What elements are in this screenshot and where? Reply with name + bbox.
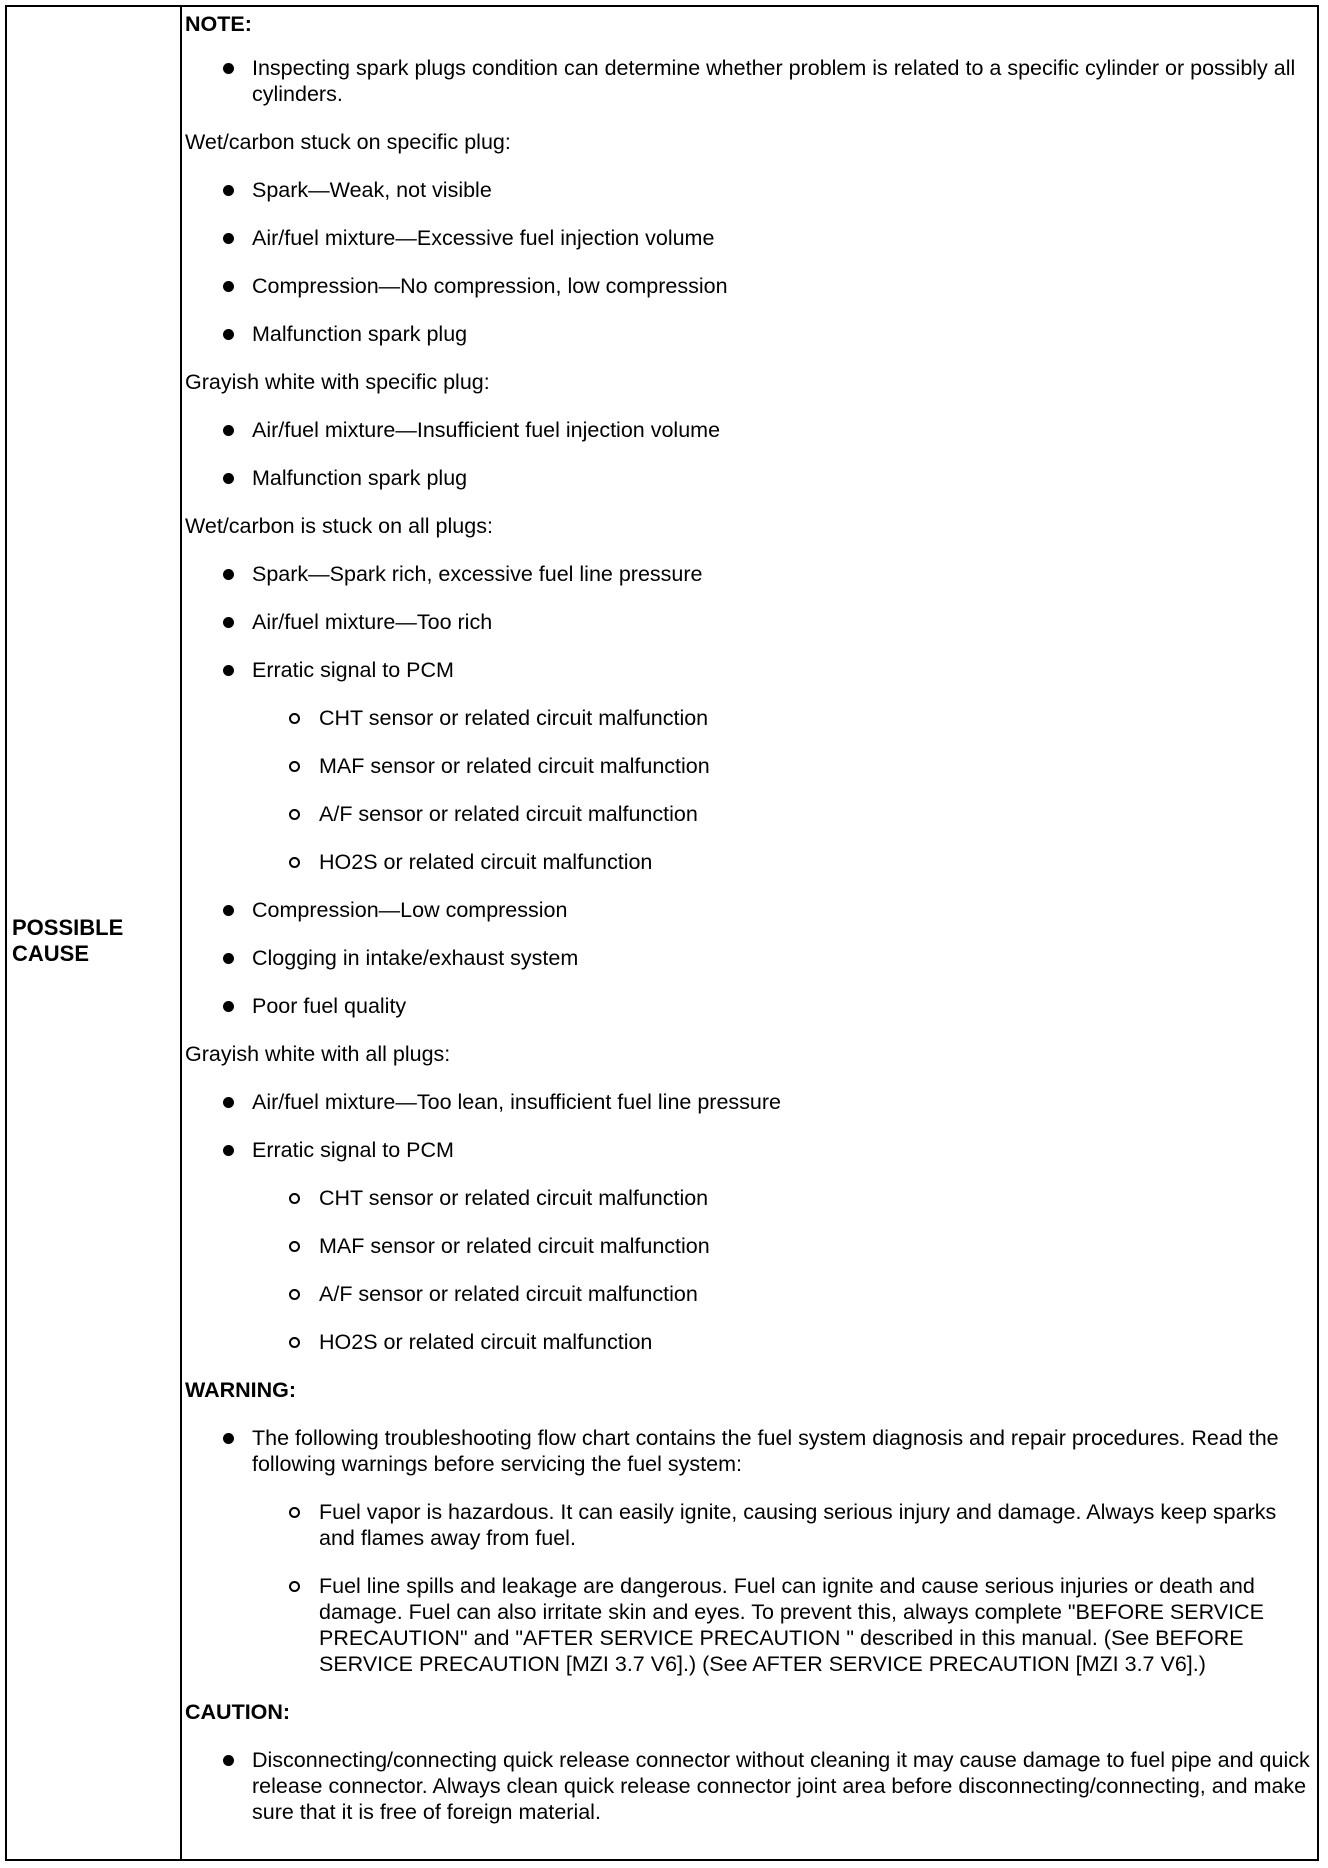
bullet-dot-icon xyxy=(223,953,234,964)
note-bullet xyxy=(185,55,1313,107)
sub-list-item-text: MAF sensor or related circuit malfunction xyxy=(319,1234,710,1258)
bullet-dot-icon xyxy=(223,1097,234,1108)
sub-list-item xyxy=(185,1281,1313,1307)
sub-list-item xyxy=(185,705,1313,731)
list-item-text: Erratic signal to PCM xyxy=(252,1138,454,1162)
sub-list-item xyxy=(185,1185,1313,1211)
gray-specific-label: Grayish white with specific plug: xyxy=(185,370,490,394)
content-column xyxy=(185,11,1313,1847)
list-item xyxy=(185,417,1313,443)
list-item xyxy=(185,225,1313,251)
list-item-text: Malfunction spark plug xyxy=(252,322,468,346)
circle-bullet-icon xyxy=(289,857,300,868)
circle-bullet-icon xyxy=(289,713,300,724)
bullet-dot-icon xyxy=(223,281,234,292)
sub-list-item xyxy=(185,753,1313,779)
bullet-dot-icon xyxy=(223,425,234,436)
sub-list-item-text: CHT sensor or related circuit malfunction xyxy=(319,1186,709,1210)
list-item xyxy=(185,561,1313,587)
list-item-text: Spark—Spark rich, excessive fuel line pressure xyxy=(252,562,703,586)
list-item-text: Clogging in intake/exhaust system xyxy=(252,946,579,970)
sub-list-item-text: HO2S or related circuit malfunction xyxy=(319,850,653,874)
note-heading: NOTE: xyxy=(185,12,252,36)
wet-specific-label: Wet/carbon stuck on specific plug: xyxy=(185,130,511,154)
bullet-dot-icon xyxy=(223,473,234,484)
warning-bullet xyxy=(185,1425,1313,1477)
gray-all-label: Grayish white with all plugs: xyxy=(185,1042,451,1066)
label-line-2: CAUSE xyxy=(12,941,90,966)
circle-bullet-icon xyxy=(289,1193,300,1204)
bullet-dot-icon xyxy=(223,185,234,196)
bullet-dot-icon xyxy=(223,1145,234,1156)
sub-list-item xyxy=(185,849,1313,875)
list-item xyxy=(185,321,1313,347)
warning-text: The following troubleshooting flow chart contains the fuel system diagnosis and repair procedures. Read the following warnings before servicing the fuel system: xyxy=(252,1426,1279,1476)
sub-list-item xyxy=(185,801,1313,827)
bullet-dot-icon xyxy=(223,63,234,74)
bullet-dot-icon xyxy=(223,905,234,916)
bullet-dot-icon xyxy=(223,233,234,244)
circle-bullet-icon xyxy=(289,1289,300,1300)
list-item-text: Malfunction spark plug xyxy=(252,466,468,490)
list-item-text: Air/fuel mixture—Too rich xyxy=(252,610,493,634)
sub-list-item-text: A/F sensor or related circuit malfunction xyxy=(319,1282,698,1306)
bullet-dot-icon xyxy=(223,1755,234,1766)
list-item xyxy=(185,1137,1313,1163)
note-text: Inspecting spark plugs condition can determine whether problem is related to a specific cylinder or possibly all cylinders. xyxy=(252,56,1296,106)
warning-sub-text: Fuel vapor is hazardous. It can easily ignite, causing serious injury and damage. Always keep sparks and flames away from fuel. xyxy=(319,1500,1277,1550)
list-item xyxy=(185,177,1313,203)
caution-bullet xyxy=(185,1747,1313,1825)
list-item xyxy=(185,945,1313,971)
list-item-text: Air/fuel mixture—Excessive fuel injection volume xyxy=(252,226,715,250)
list-item-text: Spark—Weak, not visible xyxy=(252,178,492,202)
circle-bullet-icon xyxy=(289,809,300,820)
sub-list-item-text: HO2S or related circuit malfunction xyxy=(319,1330,653,1354)
list-item xyxy=(185,609,1313,635)
sub-list-item xyxy=(185,1233,1313,1259)
bullet-dot-icon xyxy=(223,1433,234,1444)
list-item-text: Air/fuel mixture—Insufficient fuel injection volume xyxy=(252,418,721,442)
bullet-dot-icon xyxy=(223,329,234,340)
list-item-text: Poor fuel quality xyxy=(252,994,407,1018)
sub-list-item-text: CHT sensor or related circuit malfunction xyxy=(319,706,709,730)
label-line-1: POSSIBLE xyxy=(12,915,124,940)
document-table xyxy=(5,5,1319,1861)
sub-list-item xyxy=(185,1329,1313,1355)
bullet-dot-icon xyxy=(223,569,234,580)
circle-bullet-icon xyxy=(289,1507,300,1518)
list-item xyxy=(185,273,1313,299)
list-item xyxy=(185,657,1313,683)
caution-text: Disconnecting/connecting quick release connector without cleaning it may cause damage to fuel pipe and quick release connector. Always clean quick release connector joint area before disconnecting/connecting, and make sure that it is free of foreign material. xyxy=(252,1748,1310,1824)
circle-bullet-icon xyxy=(289,1337,300,1348)
list-item-text: Compression—Low compression xyxy=(252,898,568,922)
bullet-dot-icon xyxy=(223,665,234,676)
caution-heading: CAUTION: xyxy=(185,1700,291,1724)
bullet-dot-icon xyxy=(223,1001,234,1012)
sub-list-item-text: A/F sensor or related circuit malfunction xyxy=(319,802,698,826)
list-item xyxy=(185,897,1313,923)
list-item xyxy=(185,465,1313,491)
warning-sub-item xyxy=(185,1499,1313,1551)
warning-sub-text: Fuel line spills and leakage are dangerous. Fuel can ignite and cause serious injuries or death and damage. Fuel can also irritate skin and eyes. To prevent this, always complete "BEFORE SERVICE PRECAUTION" and "AFTER SERVICE PRECAUTION " described in this manual. (See BEFORE SERVICE PRECAUTION [MZI 3.7 V6].) (See AFTER SERVICE PRECAUTION [MZI 3.7 V6].) xyxy=(319,1574,1264,1676)
circle-bullet-icon xyxy=(289,1581,300,1592)
circle-bullet-icon xyxy=(289,761,300,772)
warning-heading: WARNING: xyxy=(185,1378,297,1402)
list-item-text: Air/fuel mixture—Too lean, insufficient fuel line pressure xyxy=(252,1090,781,1114)
possible-cause-label xyxy=(12,915,172,967)
list-item-text: Erratic signal to PCM xyxy=(252,658,454,682)
bullet-dot-icon xyxy=(223,617,234,628)
warning-sub-item xyxy=(185,1573,1313,1677)
sub-list-item-text: MAF sensor or related circuit malfunction xyxy=(319,754,710,778)
list-item xyxy=(185,993,1313,1019)
column-divider xyxy=(180,7,182,1859)
list-item xyxy=(185,1089,1313,1115)
list-item-text: Compression—No compression, low compression xyxy=(252,274,728,298)
wet-all-label: Wet/carbon is stuck on all plugs: xyxy=(185,514,493,538)
circle-bullet-icon xyxy=(289,1241,300,1252)
